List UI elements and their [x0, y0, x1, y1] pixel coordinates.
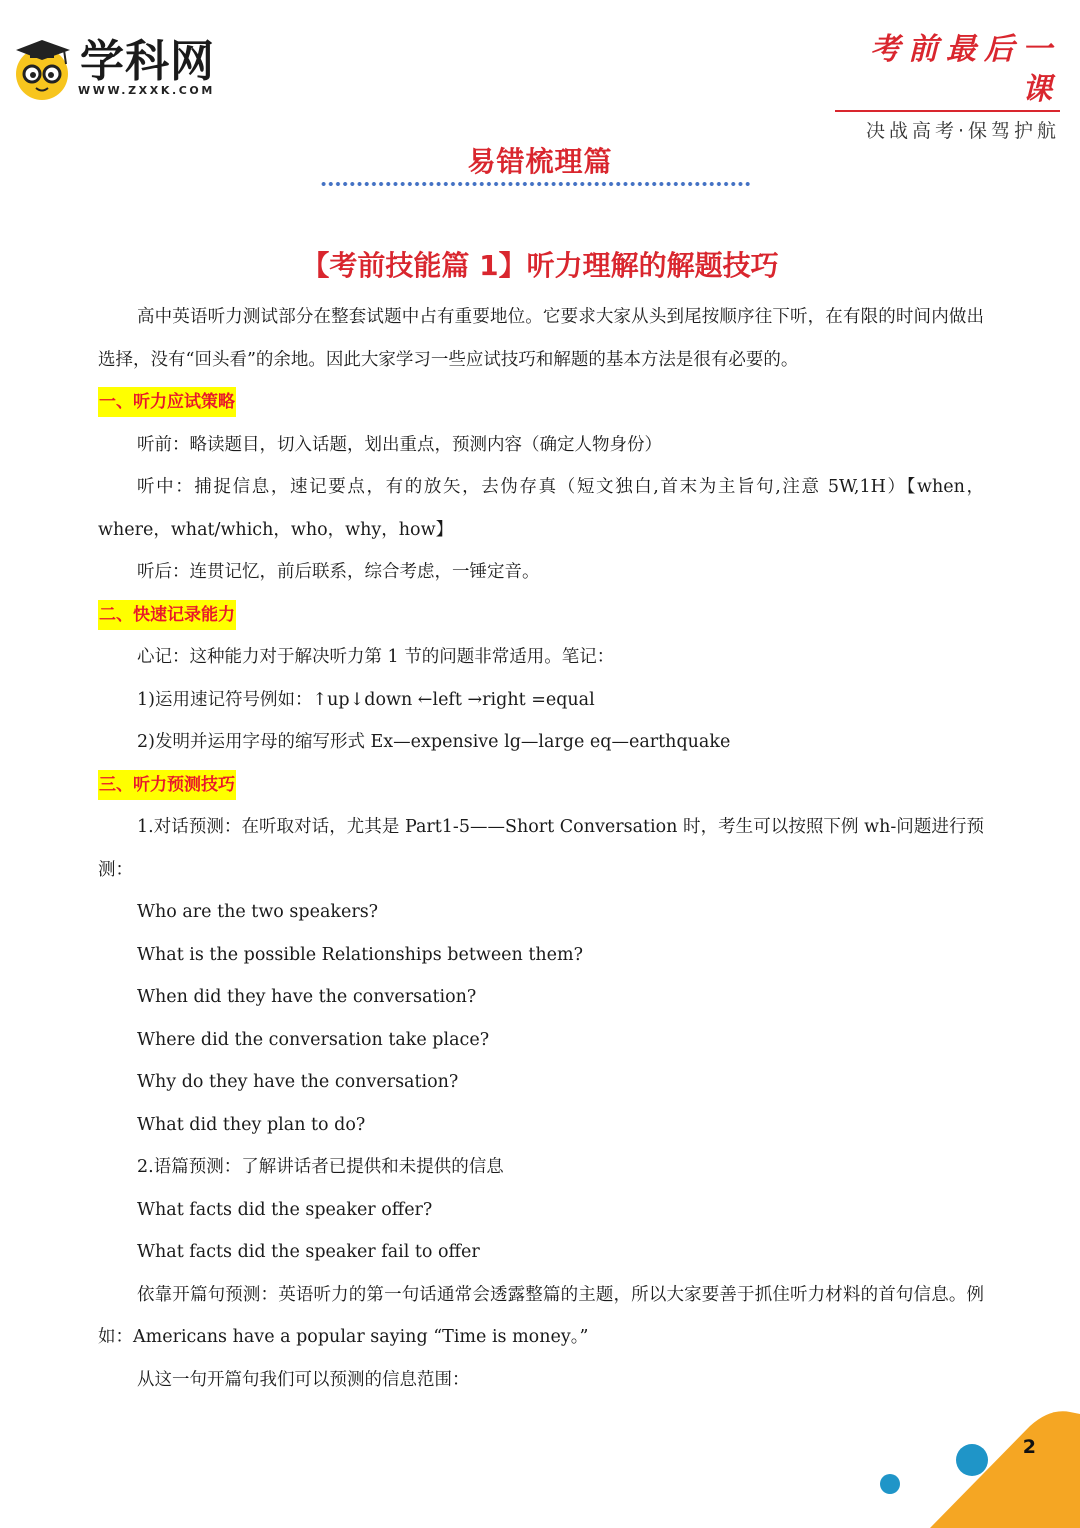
prediction-range: 从这一句开篇句我们可以预测的信息范围：: [137, 1369, 470, 1390]
passage-prediction: 2.语篇预测：了解讲话者已提供和未提供的信息: [137, 1157, 504, 1177]
brand-badge: [835, 30, 1060, 144]
wh-question: Who are the two speakers?: [137, 902, 379, 922]
mind-memory: 心记：这种能力对于解决听力第 1 节的问题非常适用。笔记：: [137, 647, 615, 667]
page-number: 2: [1022, 1436, 1036, 1458]
after-listening: 听后：连贯记忆，前后联系，综合考虑，一锤定音。: [137, 562, 540, 582]
intro-paragraph: 高中英语听力测试部分在整套试题中占有重要地位。它要求大家从头到尾按顺序往下听，在有限的时间内做出选择，没有“回头看”的余地。因此大家学习一些应试技巧和解题的基本方法是很有必要的。: [98, 307, 984, 370]
wh-question: Why do they have the conversation?: [137, 1072, 459, 1092]
wh-question: What did they plan to do?: [137, 1114, 366, 1135]
logo-text: 学科网: [80, 36, 215, 87]
during-listening: 听中：捕捉信息，速记要点，有的放矢，去伪存真（短文独白,首末为主旨句,注意 5W,1H）【when，where，what/which，who，why，how】: [98, 477, 984, 540]
heading-note-taking: 二、快速记录能力: [98, 600, 236, 630]
abbreviations: 2)发明并运用字母的缩写形式 Ex—expensive lg—large eq—earthquake: [137, 732, 731, 752]
dialog-prediction: 1.对话预测：在听取对话，尤其是 Part1-5——Short Conversation 时，考生可以按照下例 wh-问题进行预测：: [98, 817, 984, 880]
fact-question: What facts did the speaker offer?: [137, 1199, 433, 1220]
heading-row-2: [98, 594, 984, 637]
brand-divider: [835, 110, 1060, 112]
page-corner-decoration: [880, 1388, 1080, 1528]
brand-title: 考前最后一课: [870, 32, 1060, 107]
before-listening: 听前：略读题目，切入话题，划出重点，预测内容（确定人物身份）: [137, 434, 662, 455]
fact-question: What facts did the speaker fail to offer: [137, 1242, 480, 1262]
owl-mascot-icon: [14, 36, 76, 102]
opening-sentence-prediction: 依靠开篇句预测：英语听力的第一句话通常会透露整篇的主题，所以大家要善于抓住听力材料的首句信息。例如：Americans have a popular saying “Time is money。”: [98, 1284, 984, 1347]
wh-question: When did they have the conversation?: [137, 987, 477, 1007]
document-body: [98, 296, 984, 1401]
heading-prediction: 三、听力预测技巧: [98, 770, 236, 800]
wh-question: Where did the conversation take place?: [137, 1029, 490, 1050]
brand-subtitle: 决战高考·保驾护航: [865, 120, 1060, 142]
heading-row-1: [98, 381, 984, 424]
site-logo: [14, 36, 224, 102]
shorthand-symbols: 1)运用速记符号例如：↑up↓down ←left →right =equal: [137, 689, 595, 710]
heading-row-3: [98, 764, 984, 807]
wh-question: What is the possible Relationships between them?: [137, 944, 584, 965]
section-title: 易错梳理篇: [467, 145, 613, 178]
page-title: 【考前技能篇 1】听力理解的解题技巧: [301, 249, 779, 282]
heading-listening-strategy: 一、听力应试策略: [98, 387, 236, 417]
dotted-divider: [320, 181, 752, 187]
logo-url: WWW.ZXXK.COM: [78, 84, 215, 97]
